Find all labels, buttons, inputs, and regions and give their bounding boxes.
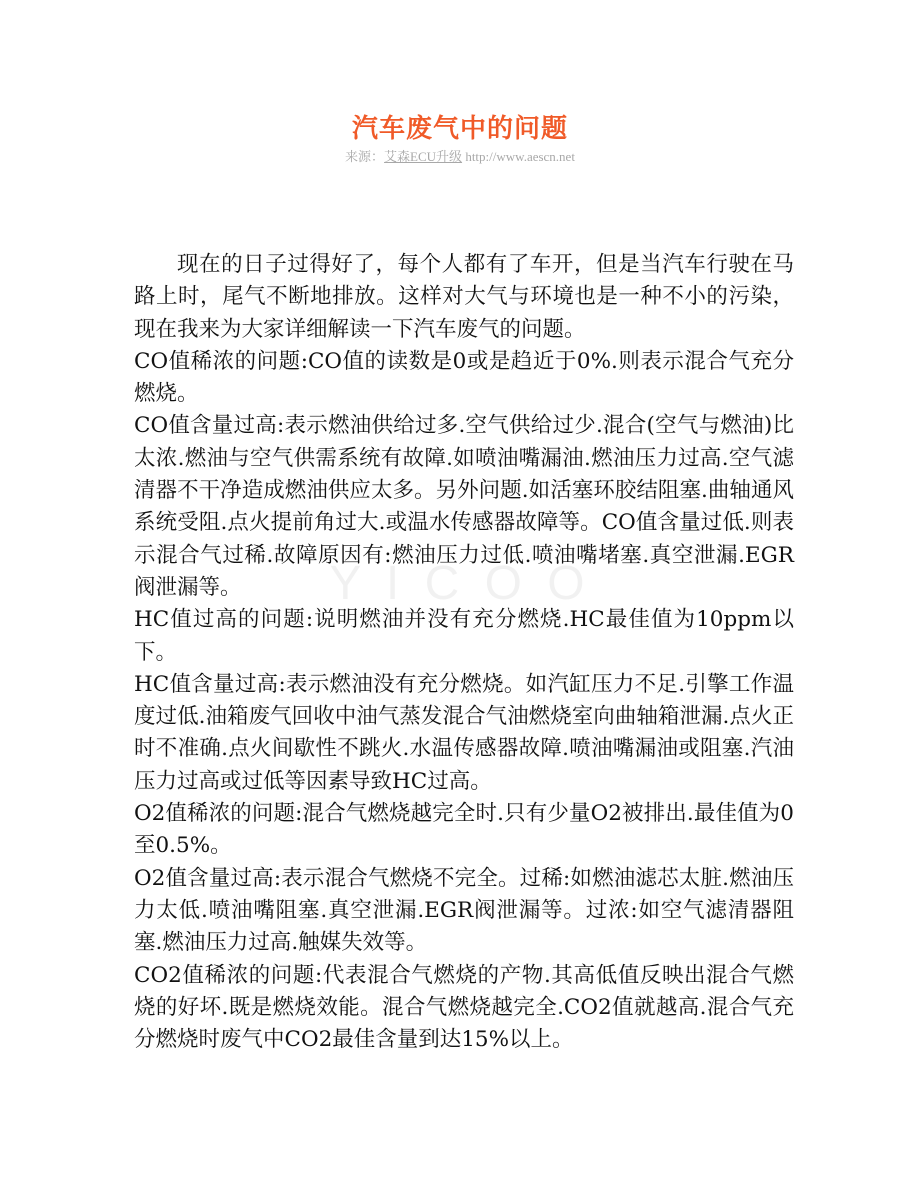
article-body: [134, 249, 794, 1056]
paragraph-co-high: CO值含量过高:表示燃油供给过多.空气供给过少.混合(空气与燃油)比太浓.燃油与空气供需系统有故障.如喷油嘴漏油.燃油压力过高.空气滤清器不干净造成燃油供应太多。另外问题.如活塞环胶结阻塞.曲轴通风系统受阻.点火提前角过大.或温水传感器故障等。CO值含量过低.则表示混合气过稀.故障原因有:燃油压力过低.喷油嘴堵塞.真空泄漏.EGR阀泄漏等。: [134, 413, 794, 600]
paragraph-hc-high: HC值过高的问题:说明燃油并没有充分燃烧.HC最佳值为10ppm以下。: [134, 607, 794, 665]
source-site-link[interactable]: 艾森ECU升级: [384, 149, 463, 164]
paragraph-hc-content: HC值含量过高:表示燃油没有充分燃烧。如汽缸压力不足.引擎工作温度过低.油箱废气回收中油气蒸发混合气油燃烧室向曲轴箱泄漏.点火正时不准确.点火间歇性不跳火.水温传感器故障.喷油嘴漏油或阻塞.汽油压力过高或过低等因素导致HC过高。: [134, 671, 794, 794]
paragraph-intro: 现在的日子过得好了，每个人都有了车开，但是当汽车行驶在马路上时，尾气不断地排放。这样对大气与环境也是一种不小的污染，现在我来为大家详细解读一下汽车废气的问题。: [134, 252, 794, 342]
paragraph-co2-lean: CO2值稀浓的问题:代表混合气燃烧的产物.其高低值反映出混合气燃烧的好坏.既是燃烧效能。混合气燃烧越完全.CO2值就越高.混合气充分燃烧时废气中CO2最佳含量到达15%以上。: [134, 962, 794, 1053]
paragraph-co-lean: CO值稀浓的问题:CO值的读数是0或是趋近于0%.则表示混合气充分燃烧。: [134, 348, 794, 407]
source-prefix: 来源：: [345, 149, 385, 164]
source-url[interactable]: http://www.aescn.net: [465, 149, 575, 164]
source-line: [0, 146, 920, 165]
paragraph-o2-lean: O2值稀浓的问题:混合气燃烧越完全时.只有少量O2被排出.最佳值为0至0.5%。: [134, 801, 794, 859]
page-title: 汽车废气中的问题: [351, 114, 568, 144]
watermark: Y I C O O: [329, 557, 591, 610]
paragraph-o2-high: O2值含量过高:表示混合气燃烧不完全。过稀:如燃油滤芯太脏.燃油压力太低.喷油嘴阻塞.真空泄漏.EGR阀泄漏等。过浓:如空气滤清器阻塞.燃油压力过高.触媒失效等。: [134, 865, 794, 956]
